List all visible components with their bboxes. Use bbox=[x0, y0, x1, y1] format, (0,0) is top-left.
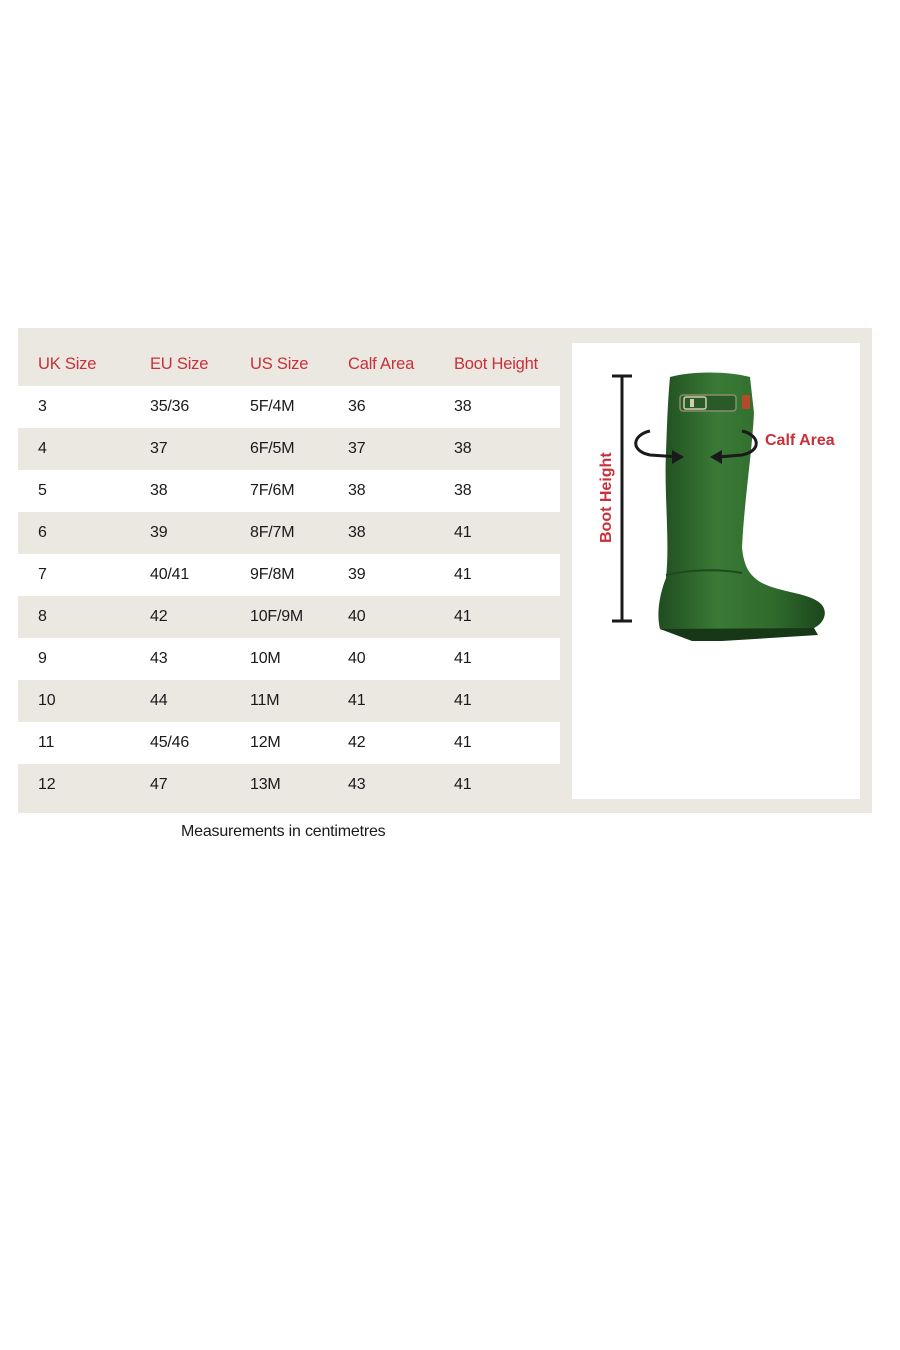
boot-diagram-panel bbox=[572, 343, 860, 799]
cell-uk: 9 bbox=[38, 650, 47, 667]
cell-height: 38 bbox=[454, 440, 472, 457]
cell-us: 6F/5M bbox=[250, 440, 295, 457]
table-row bbox=[18, 722, 560, 764]
cell-eu: 37 bbox=[150, 440, 168, 457]
cell-uk: 7 bbox=[38, 566, 47, 583]
table-row bbox=[18, 764, 560, 806]
cell-uk: 5 bbox=[38, 482, 47, 499]
table-row bbox=[18, 512, 560, 554]
cell-us: 7F/6M bbox=[250, 482, 295, 499]
cell-eu: 43 bbox=[150, 650, 168, 667]
cell-eu: 40/41 bbox=[150, 566, 190, 583]
cell-calf: 39 bbox=[348, 566, 366, 583]
size-table bbox=[18, 343, 560, 806]
cell-calf: 41 bbox=[348, 692, 366, 709]
cell-uk: 12 bbox=[38, 776, 56, 793]
cell-us: 11M bbox=[250, 692, 280, 709]
cell-uk: 10 bbox=[38, 692, 56, 709]
cell-calf: 40 bbox=[348, 650, 366, 667]
cell-us: 8F/7M bbox=[250, 524, 295, 541]
header-us-size: US Size bbox=[250, 355, 309, 373]
cell-uk: 4 bbox=[38, 440, 47, 457]
cell-us: 12M bbox=[250, 734, 281, 751]
cell-height: 41 bbox=[454, 776, 472, 793]
boot-icon bbox=[658, 373, 824, 642]
cell-us: 9F/8M bbox=[250, 566, 295, 583]
cell-us: 10M bbox=[250, 650, 281, 667]
table-row bbox=[18, 638, 560, 680]
cell-height: 41 bbox=[454, 608, 472, 625]
cell-calf: 36 bbox=[348, 398, 366, 415]
cell-calf: 42 bbox=[348, 734, 366, 751]
cell-calf: 38 bbox=[348, 482, 366, 499]
table-row bbox=[18, 470, 560, 512]
header-uk-size: UK Size bbox=[38, 355, 97, 373]
cell-eu: 39 bbox=[150, 524, 168, 541]
cell-eu: 42 bbox=[150, 608, 168, 625]
cell-height: 38 bbox=[454, 398, 472, 415]
header-calf-area: Calf Area bbox=[348, 355, 415, 373]
cell-calf: 38 bbox=[348, 524, 366, 541]
cell-height: 41 bbox=[454, 650, 472, 667]
cell-height: 41 bbox=[454, 524, 472, 541]
table-row bbox=[18, 428, 560, 470]
cell-eu: 47 bbox=[150, 776, 168, 793]
cell-uk: 6 bbox=[38, 524, 47, 541]
header-eu-size: EU Size bbox=[150, 355, 209, 373]
cell-eu: 35/36 bbox=[150, 398, 190, 415]
size-chart-frame bbox=[18, 328, 872, 813]
boot-height-label: Boot Height bbox=[598, 452, 615, 543]
cell-calf: 40 bbox=[348, 608, 366, 625]
table-row bbox=[18, 386, 560, 428]
table-header-row bbox=[18, 343, 560, 386]
cell-us: 5F/4M bbox=[250, 398, 295, 415]
cell-calf: 37 bbox=[348, 440, 366, 457]
cell-uk: 3 bbox=[38, 398, 47, 415]
cell-eu: 38 bbox=[150, 482, 168, 499]
cell-uk: 11 bbox=[38, 734, 55, 751]
table-row bbox=[18, 596, 560, 638]
cell-uk: 8 bbox=[38, 608, 47, 625]
cell-us: 13M bbox=[250, 776, 281, 793]
header-boot-height: Boot Height bbox=[454, 355, 539, 373]
cell-calf: 43 bbox=[348, 776, 366, 793]
cell-eu: 45/46 bbox=[150, 734, 190, 751]
measurement-note: Measurements in centimetres bbox=[181, 823, 386, 840]
table-row bbox=[18, 554, 560, 596]
cell-height: 41 bbox=[454, 692, 472, 709]
cell-us: 10F/9M bbox=[250, 608, 304, 625]
cell-height: 41 bbox=[454, 734, 472, 751]
table-row bbox=[18, 680, 560, 722]
cell-height: 41 bbox=[454, 566, 472, 583]
calf-area-label: Calf Area bbox=[765, 432, 835, 449]
cell-eu: 44 bbox=[150, 692, 168, 709]
cell-height: 38 bbox=[454, 482, 472, 499]
